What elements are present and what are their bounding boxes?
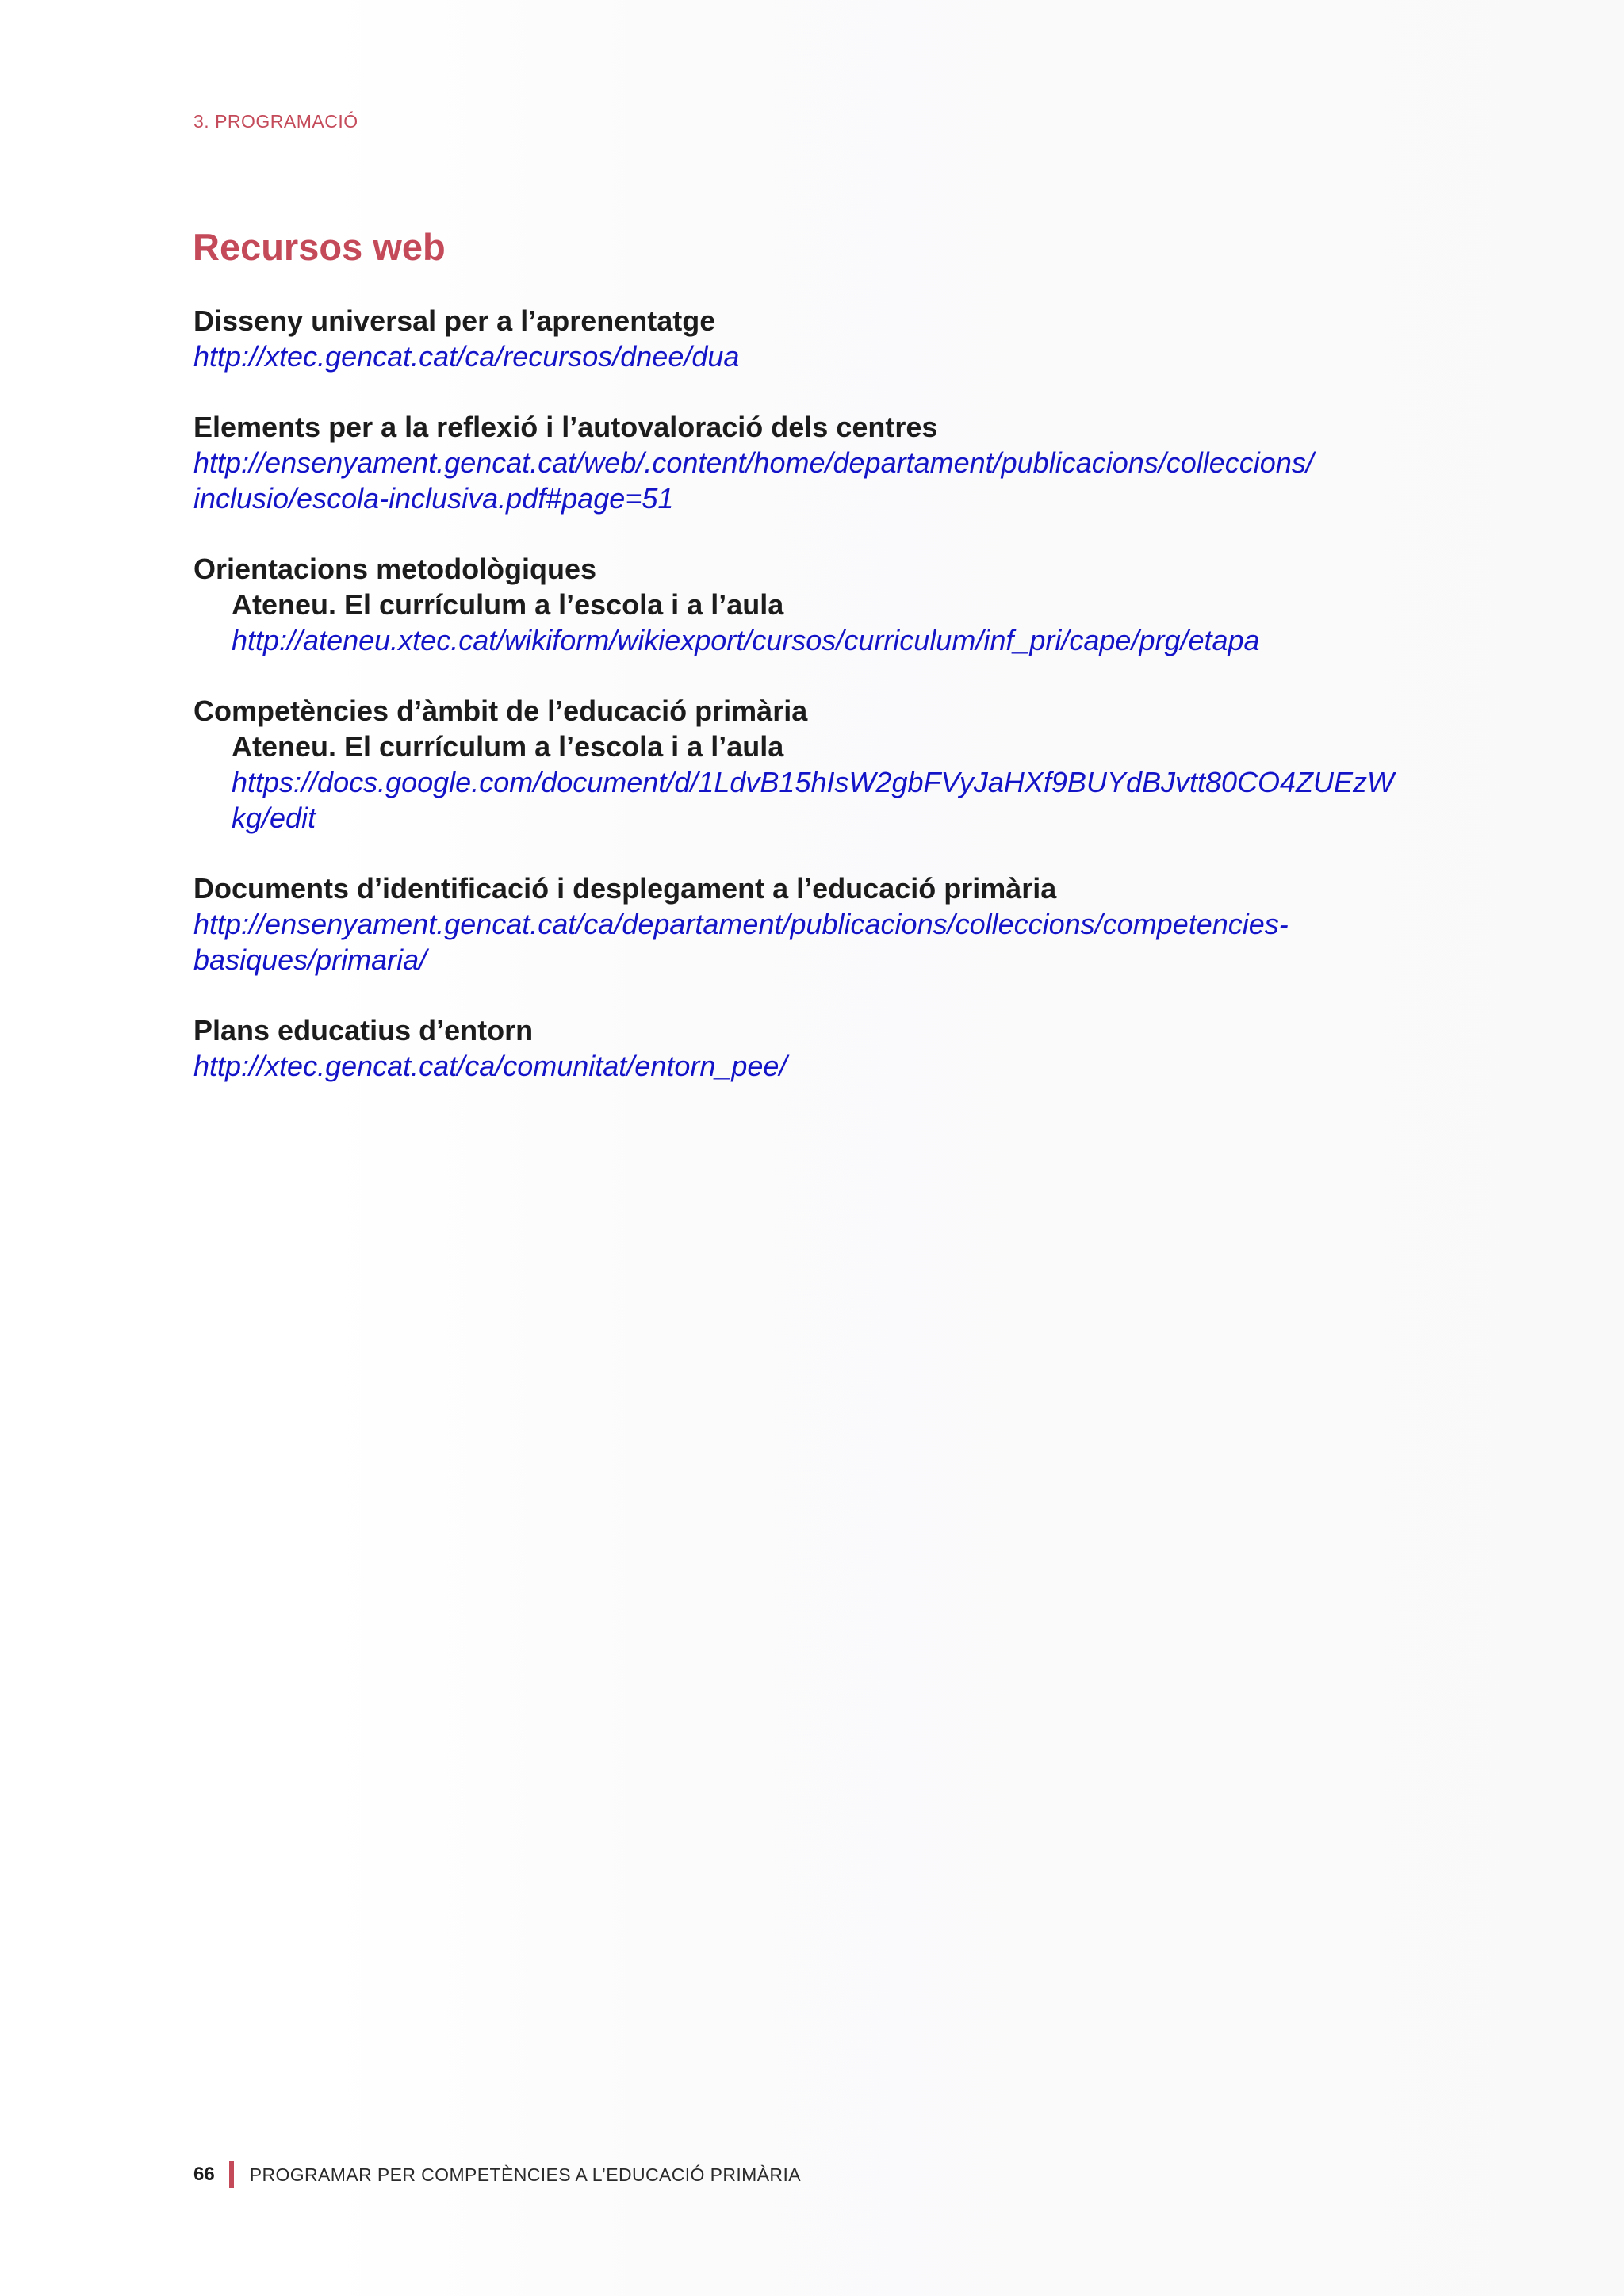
resource-link[interactable] <box>193 445 1510 516</box>
resource-title: Elements per a la reflexió i l’autovaloració dels centres <box>193 411 938 443</box>
resource-item-orientacions <box>193 551 1510 658</box>
resource-item-competencies-ambit <box>193 693 1510 836</box>
resource-subitem <box>193 729 1510 836</box>
resource-item-dua <box>193 303 1510 374</box>
resource-url-line: http://xtec.gencat.cat/ca/recursos/dnee/dua <box>193 340 740 373</box>
resource-subtitle: Ateneu. El currículum a l’escola i a l’aula <box>232 588 784 621</box>
resource-subtitle: Ateneu. El currículum a l’escola i a l’aula <box>232 730 784 763</box>
resource-url-line: http://ensenyament.gencat.cat/ca/departament/publicacions/colleccions/competencies- <box>193 908 1289 940</box>
resource-url-line: https://docs.google.com/document/d/1LdvB15hIsW2gbFVyJaHXf9BUYdBJvtt80CO4ZUEzW <box>232 766 1395 798</box>
resource-url-line: basiques/primaria/ <box>193 943 427 976</box>
resource-title: Plans educatius d’entorn <box>193 1014 534 1047</box>
resource-title: Competències d’àmbit de l’educació primària <box>193 695 808 727</box>
resource-url-line: http://xtec.gencat.cat/ca/comunitat/entorn_pee/ <box>193 1050 787 1082</box>
resource-list <box>193 303 1510 1119</box>
resource-link[interactable] <box>232 764 1510 836</box>
resource-item-autovaloracio <box>193 409 1510 516</box>
resource-link[interactable] <box>193 339 1510 374</box>
resource-link[interactable] <box>232 622 1510 658</box>
resource-title: Orientacions metodològiques <box>193 553 597 585</box>
resource-url-line: http://ateneu.xtec.cat/wikiform/wikiexport/cursos/curriculum/inf_pri/cape/prg/etapa <box>232 624 1260 656</box>
resource-url-line: inclusio/escola-inclusiva.pdf#page=51 <box>193 482 674 515</box>
running-head: 3. PROGRAMACIÓ <box>193 111 358 132</box>
footer-title: PROGRAMAR PER COMPETÈNCIES A L’EDUCACIÓ PRIMÀRIA <box>249 2164 801 2185</box>
resource-url-line: http://ensenyament.gencat.cat/web/.content/home/departament/publicacions/colleccions/ <box>193 446 1314 479</box>
resource-link[interactable] <box>193 906 1510 978</box>
section-title: Recursos web <box>193 226 446 268</box>
resource-title: Disseny universal per a l’aprenentatge <box>193 304 716 337</box>
resource-subitem <box>193 587 1510 658</box>
page-number: 66 <box>193 2164 215 2185</box>
resource-item-documents <box>193 871 1510 978</box>
resource-link[interactable] <box>193 1048 1510 1084</box>
resource-url-line: kg/edit <box>232 802 316 834</box>
footer-divider <box>229 2161 234 2188</box>
resource-item-plans-entorn <box>193 1012 1510 1084</box>
resource-title: Documents d’identificació i desplegament a l’educació primària <box>193 872 1057 905</box>
page-footer <box>193 2160 801 2189</box>
